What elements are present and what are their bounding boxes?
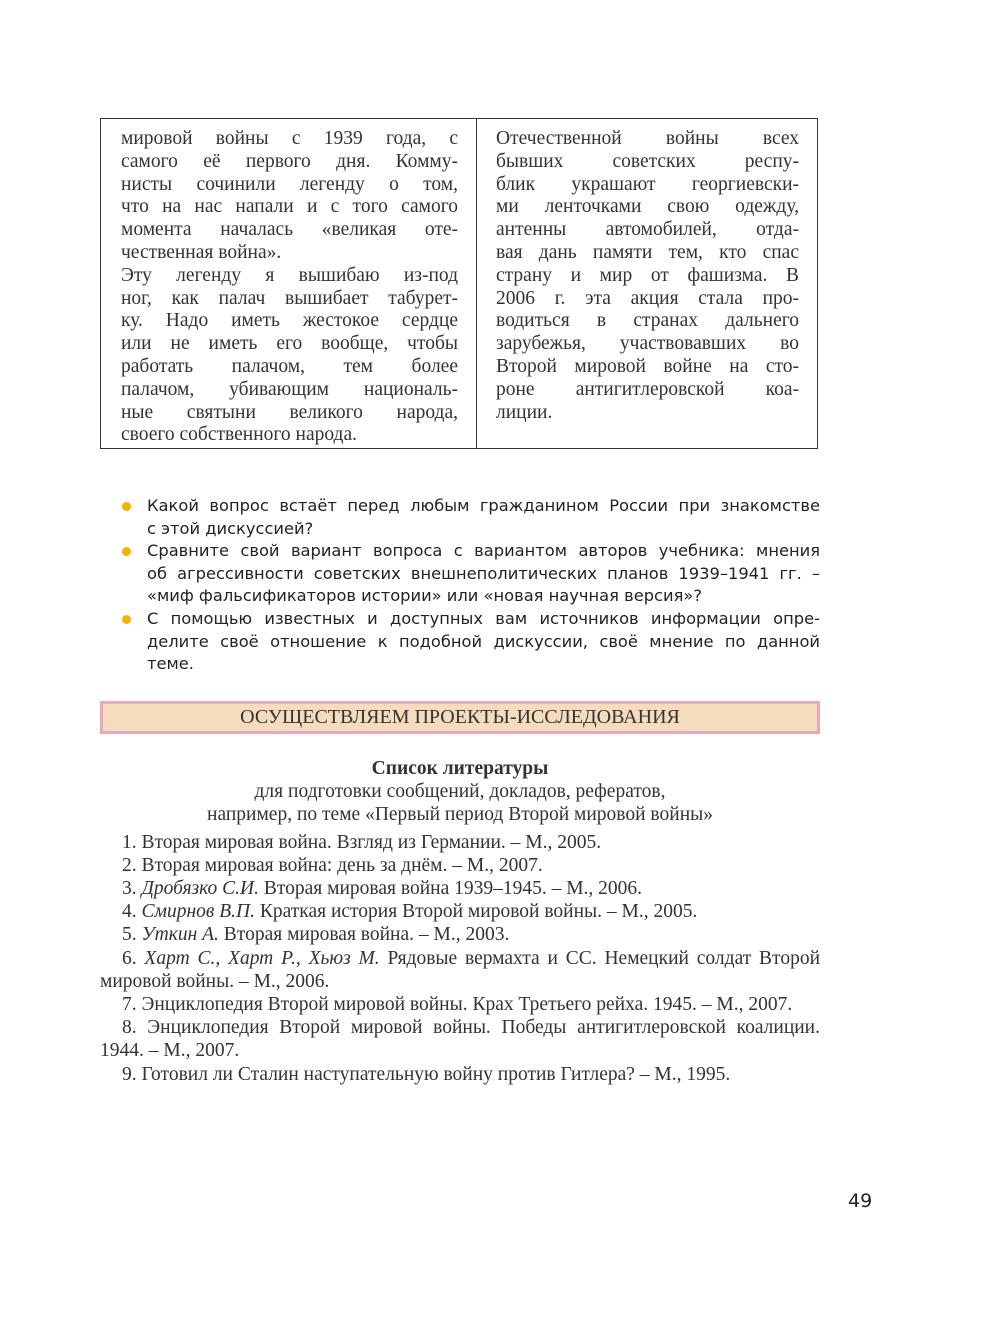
entry-number: 3. (122, 878, 137, 900)
text-line: ног, как палач вышибает табурет- (121, 287, 458, 309)
text-line: блик украшают георгиевски- (496, 173, 799, 195)
question-line: об агрессивности советских внешнеполитических планов 1939–1941 гг. – (147, 563, 820, 583)
entry-author: Смирнов В.П. (136, 901, 255, 923)
entry-number: 2. (122, 854, 137, 876)
bullet-icon (122, 615, 131, 624)
text-line: роне антигитлеровской коа- (496, 378, 799, 400)
question-item (120, 540, 820, 608)
entry-text: Готовил ли Сталин наступательную войну против Гитлера? – М., 1995. (136, 1063, 731, 1085)
text-line: Эту легенду я вышибаю из-под (121, 264, 458, 286)
text-line: работать палачом, тем более (121, 355, 458, 377)
text-line: момента началась «великая оте- (121, 219, 458, 241)
text-line: страну и мир от фашизма. В (496, 264, 799, 286)
bibliography-entry (100, 1063, 820, 1086)
text-line: своего собственного народа. (121, 424, 357, 446)
question-line: Какой вопрос встаёт перед любым гражданином России при знакомстве (147, 496, 820, 515)
text-line: чественная война». (121, 241, 282, 263)
question-line: С помощью известных и доступных вам источников информации опре- (147, 608, 820, 628)
entry-number: 4. (122, 901, 137, 923)
entry-number: 8. (122, 1017, 137, 1039)
text-line: 2006 г. эта акция стала про- (496, 287, 799, 309)
quote-right-column (477, 119, 817, 448)
text-line: что на нас напали и с того самого (121, 196, 458, 218)
entry-text: Энциклопедия Второй мировой войны. Крах Третьего рейха. 1945. – М., 2007. (136, 994, 793, 1016)
bibliography-list (100, 831, 820, 1086)
text-line: бывших советских респу- (496, 150, 799, 172)
text-line: зарубежья, участвовавших во (496, 333, 799, 355)
section-banner: ОСУЩЕСТВЛЯЕМ ПРОЕКТЫ-ИССЛЕДОВАНИЯ (100, 701, 820, 734)
text-line: или не иметь его вообще, чтобы (121, 333, 458, 355)
question-line: с этой дискуссией? (147, 518, 314, 538)
bibliography-entry (100, 947, 820, 993)
bibliography-entry (100, 854, 820, 877)
bibliography-entry (100, 877, 820, 900)
bibliography-entry (100, 1016, 820, 1062)
text-line: ми ленточками свою одежду, (496, 196, 799, 218)
bibliography-entry (100, 923, 820, 946)
text-line: Отечественной войны всех (496, 128, 799, 149)
entry-text: Энциклопедия Второй мировой войны. Победы антигитлеровской коалиции. 1944. – М., 2007. (100, 1017, 820, 1062)
discussion-questions (120, 495, 820, 676)
entry-text: Вторая мировая война. Взгляд из Германии. – М., 2005. (136, 831, 602, 853)
page-number: 49 (848, 1190, 873, 1212)
entry-number: 7. (122, 994, 137, 1016)
entry-text: Краткая история Второй мировой войны. – М., 2005. (254, 901, 698, 923)
bibliography-subtitle: например, по теме «Первый период Второй мировой войны» (207, 804, 713, 826)
entry-text: Вторая мировая война: день за днём. – М., 2007. (136, 854, 543, 876)
question-item (120, 495, 820, 540)
quote-table (100, 118, 818, 449)
bibliography (100, 757, 820, 1086)
text-line: лиции. (496, 401, 553, 423)
quote-left-column (101, 119, 477, 448)
bullet-icon (122, 502, 131, 511)
entry-text: Вторая мировая война. – М., 2003. (218, 924, 510, 946)
bibliography-entry (100, 831, 820, 854)
text-line: мировой войны с 1939 года, с (121, 128, 458, 149)
text-line: самого её первого дня. Комму- (121, 150, 458, 172)
entry-number: 6. (122, 947, 137, 969)
entry-number: 1. (122, 831, 137, 853)
question-line: Сравните свой вариант вопроса с вариантом авторов учебника: мнения (147, 541, 820, 561)
text-line: антенны автомобилей, отда- (496, 219, 799, 241)
bibliography-title: Список литературы (371, 758, 549, 779)
text-line: палачом, убивающим националь- (121, 378, 458, 400)
text-line: нисты сочинили легенду о том, (121, 173, 458, 195)
bibliography-entry (100, 993, 820, 1016)
text-line: Второй мировой войне на сто- (496, 355, 799, 377)
bullet-icon (122, 547, 131, 556)
text-line: вая дань памяти тем, кто спас (496, 241, 799, 263)
entry-author: Дробязко С.И. (136, 878, 259, 900)
text-line: ку. Надо иметь жестокое сердце (121, 310, 458, 332)
entry-author: Уткин А. (136, 924, 219, 946)
question-line: делите своё отношение к подобной дискуссии, своё мнение по данной (147, 631, 820, 651)
entry-author: Харт С., Харт Р., Хьюз М. (136, 947, 380, 969)
entry-number: 9. (122, 1063, 137, 1085)
bibliography-entry (100, 900, 820, 923)
text-line: ные святыни великого народа, (121, 401, 458, 423)
entry-text: Вторая мировая война 1939–1945. – М., 2006. (259, 878, 643, 900)
entry-number: 5. (122, 924, 137, 946)
question-line: теме. (147, 654, 194, 674)
question-line: «миф фальсификаторов истории» или «новая научная версия»? (147, 586, 702, 606)
text-line: водиться в странах дальнего (496, 310, 799, 332)
entry-text: Рядовые вермахта и СС. Немецкий солдат Второй мировой войны. – М., 2006. (100, 947, 821, 992)
question-item (120, 608, 820, 676)
bibliography-subtitle: для подготовки сообщений, докладов, рефератов, (254, 781, 666, 803)
